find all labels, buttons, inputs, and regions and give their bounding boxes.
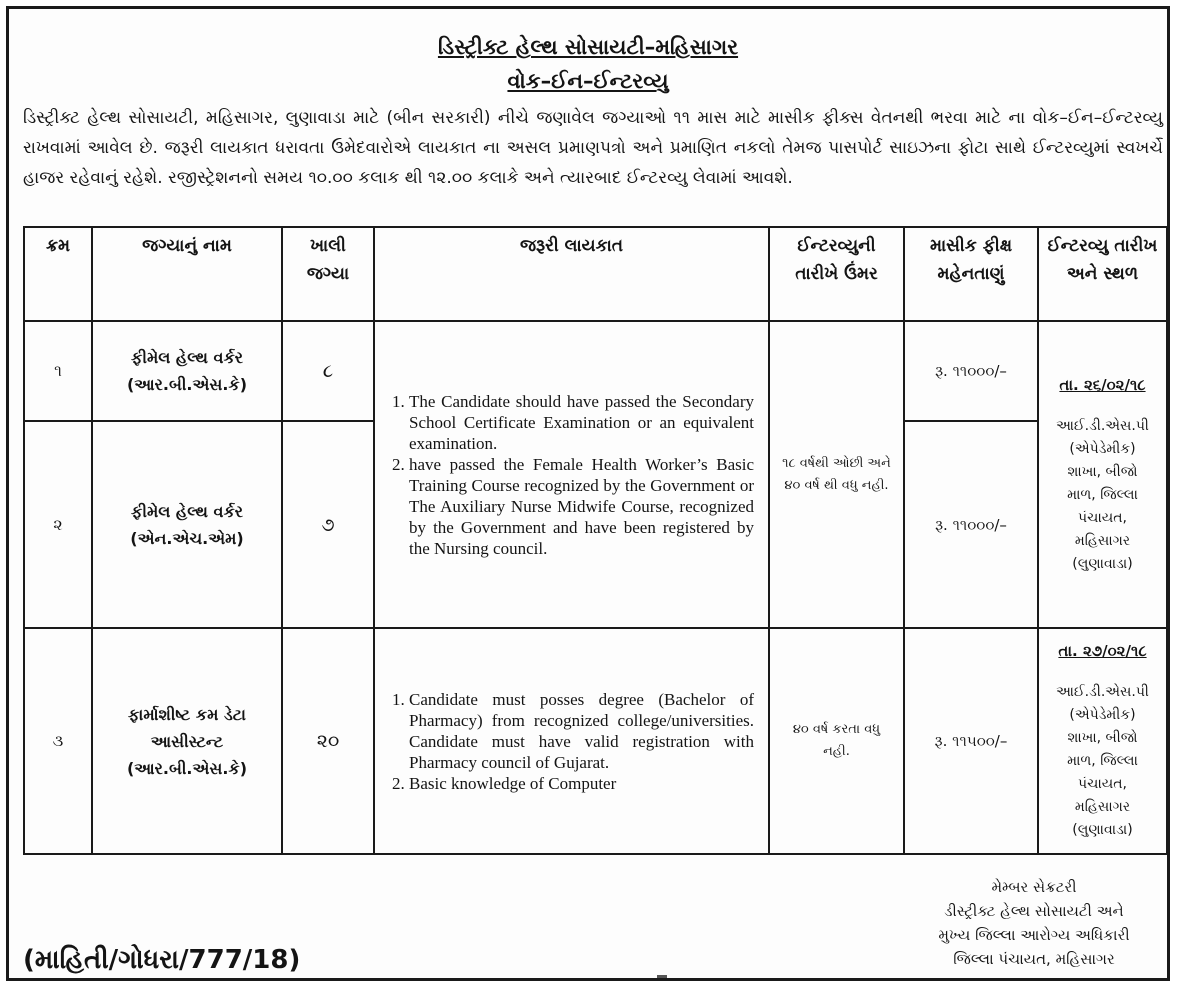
print-mark [657, 975, 667, 978]
qualification-item: 2. Basic knowledge of Computer [409, 773, 754, 794]
date-place-group-1 [1038, 321, 1167, 628]
place-line: માળ, જિલ્લા [1067, 486, 1138, 503]
row-serial: ૩ [24, 628, 92, 854]
place-line: (એપેડેમીક) [1069, 707, 1136, 723]
interview-date: તા. ૨૭/૦૨/૧૮ [1058, 642, 1147, 660]
place-line: શાખા, બીજો [1067, 463, 1138, 480]
place-line: આઈ.ડી.એસ.પી [1056, 684, 1149, 700]
qualification-item: 1. Candidate must posses degree (Bachelor of Pharmacy) from recognized college/universities. Candidate must have valid registration with Pharmacy council of Gujarat. [409, 689, 754, 773]
place-line: મહિસાગર [1074, 799, 1131, 815]
intro-paragraph: ડિસ્ટ્રીક્ટ હેલ્થ સોસાયટી, મહિસાગર, લુણાવાડા માટે (બીન સરકારી) નીચે જણાવેલ જગ્યાઓ ૧૧ માસ માટે માસીક ફીક્સ વેતનથી ભરવા માટે ના વોક–ઈન–ઈન્ટરવ્યુ રાખવામાં આવેલ છે. જરૂરી લાયકાત ધરાવતા ઉમેદવારોએ લાયકાત ના અસલ પ્રમાણપત્રો અને પ્રમાણિત નકલો તેમજ પાસપોર્ટ સાઇઝના ફોટા સાથે ઈન્ટરવ્યુમાં સ્વખર્ચે હાજર રહેવાનું રહેશે. રજીસ્ટ્રેશનનો સમય ૧૦.૦૦ કલાક થી ૧૨.૦૦ કલાકે અને ત્યારબાદ ઈન્ટરવ્યુ લેવામાં આવશે. [23, 108, 1163, 188]
date-place-group-2 [1038, 628, 1167, 854]
row-serial: ૨ [24, 421, 92, 628]
post-name-line: (એન.એચ.એમ) [130, 528, 244, 548]
qualification-item: 2. have passed the Female Health Worker’s Basic Training Course recognized by the Government or The Auxiliary Nurse Midwife Course, recognized by the Government and have been registered by the Nursing council. [409, 454, 754, 559]
row-post [92, 628, 282, 854]
notice-subtitle: વોક–ઈન–ઈન્ટરવ્યુ [507, 69, 669, 93]
header-salary: માસીક ફીક્ષ મહેનતાણું [904, 227, 1038, 321]
signature-line: જિલ્લા પંચાયત, મહિસાગર [953, 950, 1115, 968]
signature-line: મેમ્બર સેક્રટરી [991, 878, 1077, 896]
notice-frame [6, 6, 1170, 981]
signature-line: ડીસ્ટ્રીક્ટ હેલ્થ સોસાયટી અને [944, 902, 1124, 920]
qualification-item: 1. The Candidate should have passed the Secondary School Certificate Examination or an equivalent examination. [409, 391, 754, 454]
place-line: પંચાયત, [1078, 509, 1127, 526]
row-post [92, 421, 282, 628]
signature-block [889, 875, 1179, 971]
row-serial: ૧ [24, 321, 92, 421]
table-row [24, 321, 1167, 421]
header-post: જગ્યાનું નામ [92, 227, 282, 321]
header-qualification: જરૂરી લાયકાત [374, 227, 769, 321]
row-vacancy: ૭ [282, 421, 374, 628]
place-line: (લુણાવાડા) [1072, 555, 1133, 572]
notice-title: ડિસ્ટ્રીક્ટ હેલ્થ સોસાયટી–મહિસાગર [437, 35, 739, 59]
row-vacancy: ૮ [282, 321, 374, 421]
row-salary: રૂ. ૧૧૦૦૦/– [904, 421, 1038, 628]
header-age: ઈન્ટરવ્યુની તારીખે ઉંમર [769, 227, 904, 321]
post-name-line: ફીમેલ હેલ્થ વર્કર [130, 348, 244, 367]
place-line: આઈ.ડી.એસ.પી [1056, 417, 1149, 434]
place-line: (એપેડેમીક) [1069, 440, 1136, 457]
footer-reference: (માહિતી/ગોધરા/777/18) [23, 945, 301, 975]
place-line: (લુણાવાડા) [1072, 822, 1133, 838]
row-post [92, 321, 282, 421]
header-date-place: ઈન્ટરવ્યુ તારીખ અને સ્થળ [1038, 227, 1167, 321]
place-line: પંચાયત, [1078, 776, 1127, 792]
post-name-line: ફીમેલ હેલ્થ વર્કર [130, 501, 244, 521]
signature-line: મુખ્ય જિલ્લા આરોગ્ય અધિકારી [938, 926, 1130, 944]
header-vacancy: ખાલી જગ્યા [282, 227, 374, 321]
posts-table [23, 226, 1168, 855]
age-group-2: ૪૦ વર્ષ કરતા વધુ નહી. [769, 628, 904, 854]
place-line: મહિસાગર [1074, 532, 1131, 549]
post-name-line: આસીસ્ટન્ટ [150, 731, 224, 751]
qualification-group-1 [374, 321, 769, 628]
table-row [24, 628, 1167, 854]
age-group-1: ૧૮ વર્ષથી ઓછી અને ૪૦ વર્ષ થી વધુ નહી. [769, 321, 904, 628]
row-vacancy: ૨૦ [282, 628, 374, 854]
place-line: માળ, જિલ્લા [1067, 753, 1138, 769]
post-name-line: ફાર્માશીષ્ટ કમ ડેટા [128, 704, 246, 724]
post-name-line: (આર.બી.એસ.કે) [126, 758, 248, 778]
table-header-row [24, 227, 1167, 321]
interview-date: તા. ૨૬/૦૨/૧૮ [1059, 375, 1146, 394]
qualification-group-2 [374, 628, 769, 854]
post-name-line: (આર.બી.એસ.કે) [126, 375, 248, 394]
header-serial: ક્રમ [24, 227, 92, 321]
place-line: શાખા, બીજો [1067, 730, 1138, 746]
row-salary: રૂ. ૧૧૫૦૦/– [904, 628, 1038, 854]
row-salary: રૂ. ૧૧૦૦૦/– [904, 321, 1038, 421]
